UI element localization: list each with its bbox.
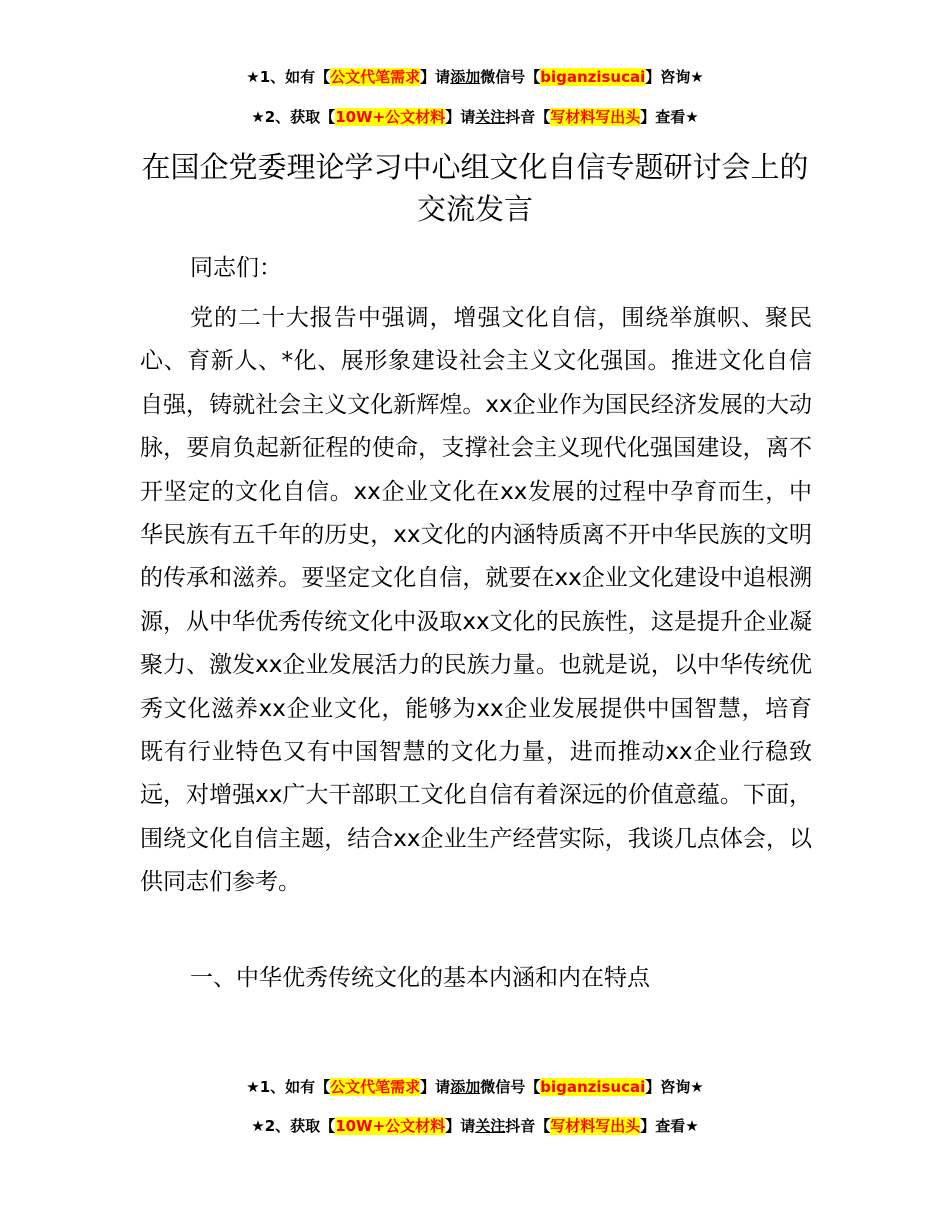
promo-banner-line-2 — [0, 107, 950, 127]
banner-suffix: 】咨询★ — [645, 1078, 704, 1096]
banner-highlight-service: 公文代笔需求 — [330, 1078, 421, 1096]
banner-suffix: 】咨询★ — [645, 68, 704, 86]
banner-highlight-materials: 10W+公文材料 — [335, 1117, 446, 1135]
banner-underline-follow: 关注 — [475, 1117, 506, 1135]
section-heading: 一、中华优秀传统文化的基本内涵和内在特点 — [190, 965, 650, 991]
promo-banner-line-1 — [0, 67, 950, 87]
banner-prefix: ★1、如有【 — [246, 68, 331, 86]
banner-text: 抖音【 — [505, 1117, 551, 1135]
banner-underline-add: 添加 — [450, 1078, 481, 1096]
banner-text: 】请 — [420, 68, 451, 86]
banner-text: 】请 — [445, 1117, 476, 1135]
document-title: 在国企党委理论学习中心组文化自信专题研讨会上的交流发言 — [141, 150, 809, 226]
banner-highlight-wechat-id: biganzisucai — [540, 1078, 646, 1096]
banner-suffix: 】查看★ — [640, 1117, 699, 1135]
banner-prefix: ★1、如有【 — [246, 1078, 331, 1096]
banner-highlight-wechat-id: biganzisucai — [540, 68, 646, 86]
banner-highlight-service: 公文代笔需求 — [330, 68, 421, 86]
banner-text: 微信号【 — [480, 1078, 541, 1096]
banner-text: 抖音【 — [505, 108, 551, 126]
promo-banner-line-1-bottom — [0, 1077, 950, 1097]
banner-underline-add: 添加 — [450, 68, 481, 86]
banner-underline-follow: 关注 — [475, 108, 506, 126]
banner-text: 微信号【 — [480, 68, 541, 86]
promo-banner-line-2-bottom — [0, 1116, 950, 1136]
banner-highlight-douyin-id: 写材料写出头 — [550, 108, 641, 126]
banner-suffix: 】查看★ — [640, 108, 699, 126]
banner-highlight-douyin-id: 写材料写出头 — [550, 1117, 641, 1135]
banner-text: 】请 — [420, 1078, 451, 1096]
greeting-line: 同志们： — [190, 255, 282, 281]
banner-prefix: ★2、获取【 — [251, 1117, 336, 1135]
banner-highlight-materials: 10W+公文材料 — [335, 108, 446, 126]
body-paragraph: 党的二十大报告中强调，增强文化自信，围绕举旗帜、聚民心、育新人、*化、展形象建设社会主义文化强国。推进文化自信自强，铸就社会主义文化新辉煌。xx企业作为国民经济发展的大动脉，要肩负起新征程的使命，支撑社会主义现代化强国建设，离不开坚定的文化自信。xx企业文化在xx发展的过程中孕育而生，中华民族有五千年的历史，xx文化的内涵特质离不开中华民族的文明的传承和滋养。要坚定文化自信，就要在xx企业文化建设中追根溯源，从中华优秀传统文化中汲取xx文化的民族性，这是提升企业凝聚力、激发xx企业发展活力的民族力量。也就是说，以中华传统优秀文化滋养xx企业文化，能够为xx企业发展提供中国智慧，培育既有行业特色又有中国智慧的文化力量，进而推动xx企业行稳致远，对增强xx广大干部职工文化自信有着深远的价值意蕴。下面，围绕文化自信主题，结合xx企业生产经营实际，我谈几点体会，以供同志们参考。 — [140, 305, 812, 896]
banner-text: 】请 — [445, 108, 476, 126]
banner-prefix: ★2、获取【 — [251, 108, 336, 126]
